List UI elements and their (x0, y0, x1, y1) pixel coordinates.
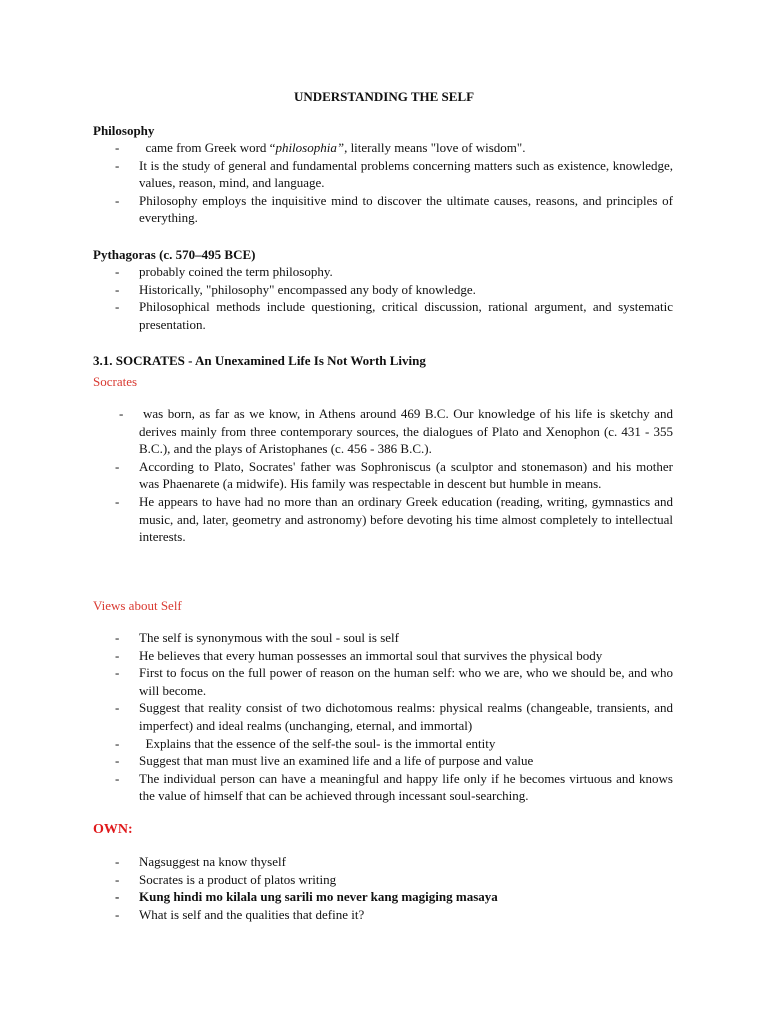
pythagoras-list (0, 263, 768, 333)
socrates-section-heading: 3.1. SOCRATES - An Unexamined Life Is Not Worth Living (93, 353, 426, 368)
philosophy-heading: Philosophy (93, 123, 155, 138)
socrates-list (0, 405, 768, 546)
own-heading: OWN: (93, 822, 133, 837)
list-item: - The individual person can have a meaningful and happy life only if he becomes virtuous and knows the value of himself that can be achieved through incessant soul-searching. (139, 770, 673, 805)
list-item: - Kung hindi mo kilala ung sarili mo never kang magiging masaya (139, 888, 673, 906)
list-item: - Nagsuggest na know thyself (139, 853, 673, 871)
pythagoras-heading: Pythagoras (c. 570–495 BCE) (93, 247, 256, 262)
list-item: - First to focus on the full power of reason on the human self: who we are, who we should be, and who will become. (139, 664, 673, 699)
list-item: - What is self and the qualities that define it? (139, 906, 673, 924)
list-item: - was born, as far as we know, in Athens around 469 B.C. Our knowledge of his life is sketchy and derives mainly from three contemporary sources, the dialogues of Plato and Xenophon (c. 431 - 355 B.C.), and the plays of Aristophanes (c. 456 - 386 B.C.). (139, 405, 673, 458)
list-item (139, 139, 673, 157)
list-item: - He believes that every human possesses an immortal soul that survives the physical body (139, 647, 673, 665)
socrates-subheading: Socrates (93, 374, 138, 389)
list-item: - Socrates is a product of platos writing (139, 871, 673, 889)
philosophy-list (0, 139, 768, 227)
list-item: - Philosophical methods include questioning, critical discussion, rational argument, and systematic presentation. (139, 298, 673, 333)
list-item: - He appears to have had no more than an ordinary Greek education (reading, writing, gymnastics and music, and, later, geometry and astronomy) before devoting his time almost completely to intellectual interests. (139, 493, 673, 546)
list-item: - probably coined the term philosophy. (139, 263, 673, 281)
list-item: - Philosophy employs the inquisitive mind to discover the ultimate causes, reasons, and principles of everything. (139, 192, 673, 227)
views-list (0, 629, 768, 805)
list-item: - Suggest that reality consist of two dichotomous realms: physical realms (changeable, transients, and imperfect) and ideal realms (unchanging, eternal, and immortal) (139, 699, 673, 734)
list-item: - It is the study of general and fundamental problems concerning matters such as existence, knowledge, values, reason, mind, and language. (139, 157, 673, 192)
list-item: - The self is synonymous with the soul - soul is self (139, 629, 673, 647)
philosophy-term: philosophia” (275, 140, 345, 155)
page-title: UNDERSTANDING THE SELF (293, 89, 475, 104)
own-list (0, 853, 768, 923)
views-heading: Views about Self (93, 598, 182, 613)
list-item: - According to Plato, Socrates' father was Sophroniscus (a sculptor and stonemason) and his mother was Phaenarete (a midwife). His family was respectable in descent but humble in means. (139, 458, 673, 493)
list-item: - Suggest that man must live an examined life and a life of purpose and value (139, 752, 673, 770)
list-item: - Historically, "philosophy" encompassed any body of knowledge. (139, 281, 673, 299)
philosophy-item-1-text: came from Greek word “ (145, 140, 276, 155)
list-item: - Explains that the essence of the self-the soul- is the immortal entity (139, 735, 673, 753)
philosophy-item-1-rest: , literally means "love of wisdom". (344, 140, 526, 155)
